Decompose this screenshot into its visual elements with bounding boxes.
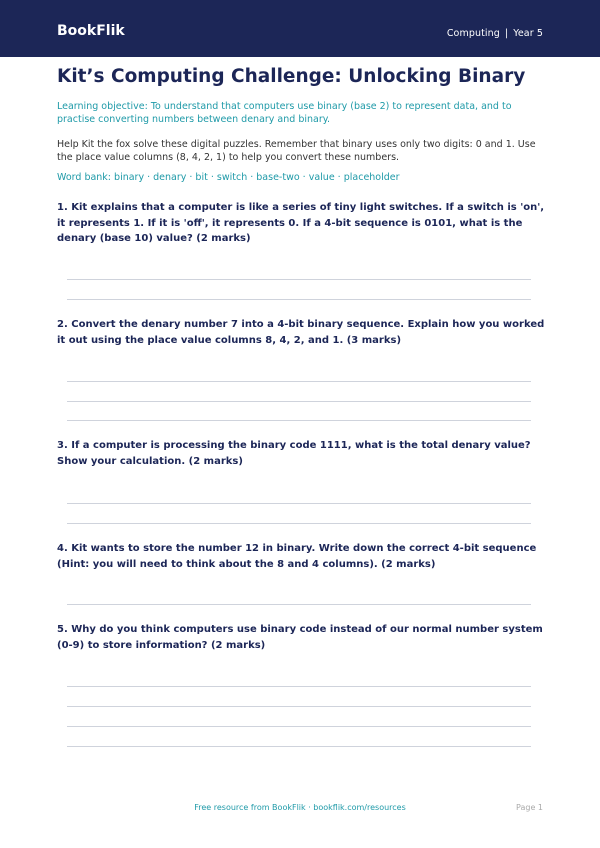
word-bank: Word bank: binary · denary · bit · switch · base-two · value · placeholder bbox=[57, 172, 400, 183]
learning-objective: Learning objective: To understand that computers use binary (base 2) to represent data, and to practise converting numbers between denary and binary. bbox=[57, 101, 512, 125]
year-label: Year 5 bbox=[513, 28, 543, 39]
separator: | bbox=[504, 28, 509, 39]
subject-label: Computing bbox=[446, 28, 500, 39]
question-1: 1. Kit explains that a computer is like a series of tiny light switches. If a switch is 'on', it represents 1. If it is 'off', it represents 0. If a 4-bit sequence is 0101, what is the denary (base 10) value? (2 marks) bbox=[57, 202, 545, 244]
footer-resource-link[interactable]: Free resource from BookFlik · bookflik.com/resources bbox=[194, 803, 406, 812]
worksheet-title: Kit’s Computing Challenge: Unlocking Binary bbox=[57, 66, 526, 87]
brand-logo-text: BookFlik bbox=[57, 23, 125, 39]
question-2: 2. Convert the denary number 7 into a 4-bit binary sequence. Explain how you worked it out using the place value columns 8, 4, 2, and 1. (3 marks) bbox=[57, 319, 545, 346]
question-3: 3. If a computer is processing the binary code 1111, what is the total denary value? Show your calculation. (2 marks) bbox=[57, 440, 531, 467]
question-5: 5. Why do you think computers use binary code instead of our normal number system (0-9) to store information? (2 marks) bbox=[57, 624, 543, 651]
answer-line[interactable] bbox=[67, 726, 531, 727]
answer-line[interactable] bbox=[67, 523, 531, 524]
answer-line[interactable] bbox=[67, 604, 531, 605]
answer-line[interactable] bbox=[67, 401, 531, 402]
answer-line[interactable] bbox=[67, 706, 531, 707]
answer-line[interactable] bbox=[67, 381, 531, 382]
answer-line[interactable] bbox=[67, 420, 531, 421]
intro-text: Help Kit the fox solve these digital puzzles. Remember that binary uses only two digits: 0 and 1. Use the place value columns (8, 4, 2, 1) to help you convert these numbers. bbox=[57, 139, 536, 163]
answer-line[interactable] bbox=[67, 299, 531, 300]
question-4: 4. Kit wants to store the number 12 in binary. Write down the correct 4-bit sequence (Hint: you will need to think about the 8 and 4 columns). (2 marks) bbox=[57, 543, 537, 570]
subject-year-label bbox=[447, 28, 543, 39]
answer-line[interactable] bbox=[67, 503, 531, 504]
answer-line[interactable] bbox=[67, 279, 531, 280]
header-bar bbox=[0, 0, 600, 57]
answer-line[interactable] bbox=[67, 686, 531, 687]
page-number: Page 1 bbox=[516, 803, 543, 812]
answer-line[interactable] bbox=[67, 746, 531, 747]
